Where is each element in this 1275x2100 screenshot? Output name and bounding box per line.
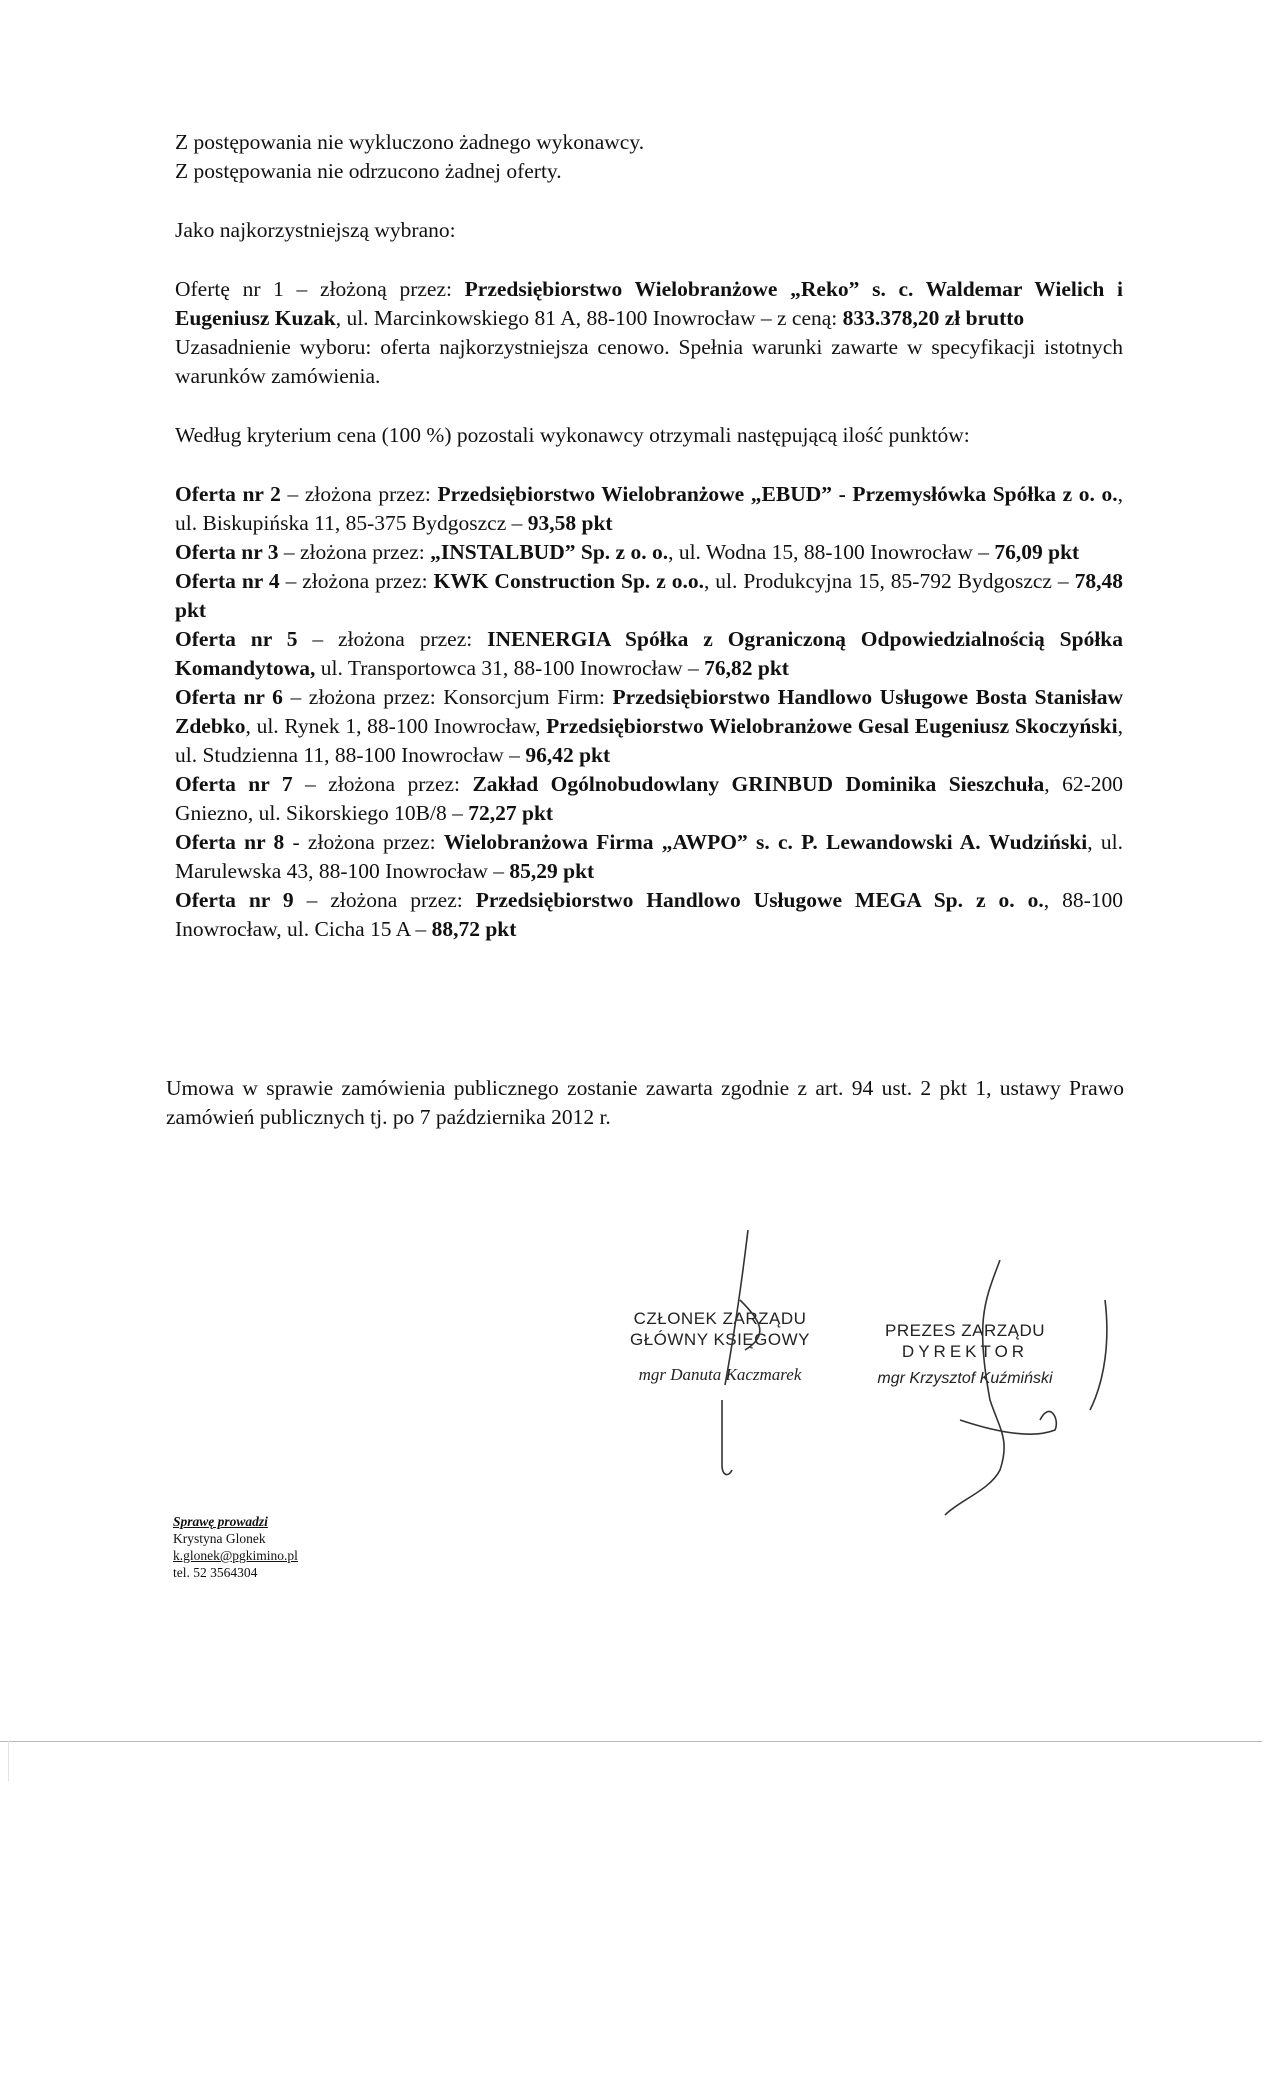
offer-company: Wielobranżowa Firma „AWPO” s. c. P. Lewandowski A. Wudziński bbox=[443, 830, 1088, 854]
offer-points: 88,72 pkt bbox=[431, 917, 517, 941]
offer-company: KWK Construction Sp. z o.o. bbox=[433, 569, 704, 593]
intro-block bbox=[175, 128, 1123, 186]
chosen-offer bbox=[175, 275, 1123, 333]
offer-2 bbox=[175, 480, 1123, 538]
offer-by: – złożona przez: bbox=[280, 482, 438, 506]
offer-address: , ul. Wodna 15, 88-100 Inowrocław – bbox=[668, 540, 995, 564]
offer-label: Oferta nr 3 bbox=[175, 540, 279, 564]
offer-label: Oferta nr 7 bbox=[175, 772, 293, 796]
chosen-price: 833.378,20 zł brutto bbox=[842, 306, 1025, 330]
offer-address: , ul. Produkcyjna 15, 85-792 Bydgoszcz – bbox=[703, 569, 1075, 593]
offer-label: Oferta nr 4 bbox=[175, 569, 280, 593]
contract-text: Umowa w sprawie zamówienia publicznego zostanie zawarta zgodnie z art. 94 ust. 2 pkt 1, ustawy Prawo zamówień publicznych tj. po 7 października 2012 r. bbox=[166, 1075, 1124, 1129]
offer-address: , 62-200 Gniezno, ul. Sikorskiego 10B/8 – bbox=[175, 772, 1123, 825]
offer-3 bbox=[175, 538, 1123, 567]
offer-company: Zakład Ogólnobudowlany GRINBUD Dominika Sieszchuła bbox=[472, 772, 1045, 796]
prepared-name: Krystyna Glonek bbox=[173, 1531, 266, 1546]
offer-points: 76,09 pkt bbox=[994, 540, 1080, 564]
chosen-company: Przedsiębiorstwo Wielobranżowe „Reko” s. c. Waldemar Wielich i Eugeniusz Kuzak bbox=[175, 277, 1124, 330]
criteria-text: Według kryterium cena (100 %) pozostali wykonawcy otrzymali następującą ilość punktów: bbox=[175, 423, 970, 447]
offer-label: Oferta nr 9 bbox=[175, 888, 294, 912]
offer-company: INENERGIA Spółka z Ograniczoną Odpowiedzialnością Spółka Komandytowa, bbox=[175, 627, 1123, 680]
chosen-prefix: Ofertę nr 1 – złożoną przez: bbox=[175, 277, 465, 301]
document-body bbox=[175, 128, 1123, 978]
offer-by: – złożona przez: bbox=[292, 772, 473, 796]
offer-by: – złożona przez: Konsorcjum Firm: bbox=[282, 685, 613, 709]
offer-label: Oferta nr 6 bbox=[175, 685, 283, 709]
chosen-heading: Jako najkorzystniejszą wybrano: bbox=[175, 218, 456, 242]
offer-points: 96,42 pkt bbox=[525, 743, 611, 767]
offer-address: , ul. Biskupińska 11, 85-375 Bydgoszcz – bbox=[175, 482, 1123, 535]
offer-company: „INSTALBUD” Sp. z o. o. bbox=[430, 540, 669, 564]
offer-address-2: , ul. Studzienna 11, 88-100 Inowrocław – bbox=[175, 714, 1123, 767]
offer-5 bbox=[175, 625, 1123, 683]
chosen-justification: Uzasadnienie wyboru: oferta najkorzystniejsza cenowo. Spełnia warunki zawarte w specyfikacji istotnych warunków zamówienia. bbox=[175, 335, 1123, 388]
intro-line-1: Z postępowania nie wykluczono żadnego wykonawcy. bbox=[175, 130, 645, 154]
offer-by: – złożona przez: bbox=[279, 569, 434, 593]
stamp-role-2: GŁÓWNY KSIĘGOWY bbox=[629, 1330, 811, 1349]
page-side-rule bbox=[8, 1741, 9, 1781]
prepared-phone: tel. 52 3564304 bbox=[173, 1565, 258, 1580]
offers-list bbox=[175, 480, 1123, 944]
offer-label: Oferta nr 5 bbox=[175, 627, 298, 651]
page-bottom-rule bbox=[0, 1741, 1262, 1742]
offer-6 bbox=[175, 683, 1123, 770]
offer-by: - złożona przez: bbox=[284, 830, 444, 854]
stamp-president bbox=[850, 1320, 1080, 1389]
offer-points: 78,48 pkt bbox=[175, 569, 1123, 622]
offer-label: Oferta nr 2 bbox=[175, 482, 281, 506]
offer-points: 85,29 pkt bbox=[509, 859, 595, 883]
prepared-by bbox=[173, 1513, 298, 1581]
prepared-heading: Sprawę prowadzi bbox=[173, 1514, 268, 1529]
offer-points: 76,82 pkt bbox=[704, 656, 789, 680]
offer-8 bbox=[175, 828, 1123, 886]
offer-company: Przedsiębiorstwo Wielobranżowe „EBUD” - Przemysłówka Spółka z o. o. bbox=[437, 482, 1118, 506]
stamp-role-2: DYREKTOR bbox=[901, 1342, 1029, 1361]
intro-line-2: Z postępowania nie odrzucono żadnej oferty. bbox=[175, 159, 562, 183]
offer-by: – złożona przez: bbox=[297, 627, 488, 651]
chosen-address: , ul. Marcinkowskiego 81 A, 88-100 Inowrocław – z ceną: bbox=[335, 306, 843, 330]
offer-company: Przedsiębiorstwo Handlowo Usługowe Bosta Stanisław Zdebko bbox=[175, 685, 1123, 738]
offer-points: 93,58 pkt bbox=[527, 511, 613, 535]
prepared-email[interactable]: k.glonek@pgkimino.pl bbox=[173, 1548, 298, 1563]
offer-4 bbox=[175, 567, 1123, 625]
offer-company: Przedsiębiorstwo Handlowo Usługowe MEGA Sp. z o. o. bbox=[475, 888, 1044, 912]
stamp-role-1: PREZES ZARZĄDU bbox=[884, 1321, 1046, 1340]
stamp-role-1: CZŁONEK ZARZĄDU bbox=[633, 1309, 807, 1328]
offer-points: 72,27 pkt bbox=[468, 801, 554, 825]
offer-label: Oferta nr 8 bbox=[175, 830, 285, 854]
offer-by: – złożona przez: bbox=[293, 888, 476, 912]
stamp-name: mgr Krzysztof Kuźmiński bbox=[877, 1370, 1053, 1387]
offer-address: , ul. Marulewska 43, 88-100 Inowrocław – bbox=[175, 830, 1123, 883]
offer-company-2: Przedsiębiorstwo Wielobranżowe Gesal Eugeniusz Skoczyński bbox=[546, 714, 1118, 738]
stamp-name: mgr Danuta Kaczmarek bbox=[638, 1365, 802, 1384]
offer-9 bbox=[175, 886, 1123, 944]
offer-address: ul. Transportowca 31, 88-100 Inowrocław – bbox=[315, 656, 705, 680]
offer-7 bbox=[175, 770, 1123, 828]
offer-by: – złożona przez: bbox=[278, 540, 431, 564]
stamp-chief-accountant bbox=[590, 1308, 850, 1385]
offer-address: , 88-100 Inowrocław, ul. Cicha 15 A – bbox=[175, 888, 1123, 941]
offer-address: , ul. Rynek 1, 88-100 Inowrocław, bbox=[245, 714, 547, 738]
